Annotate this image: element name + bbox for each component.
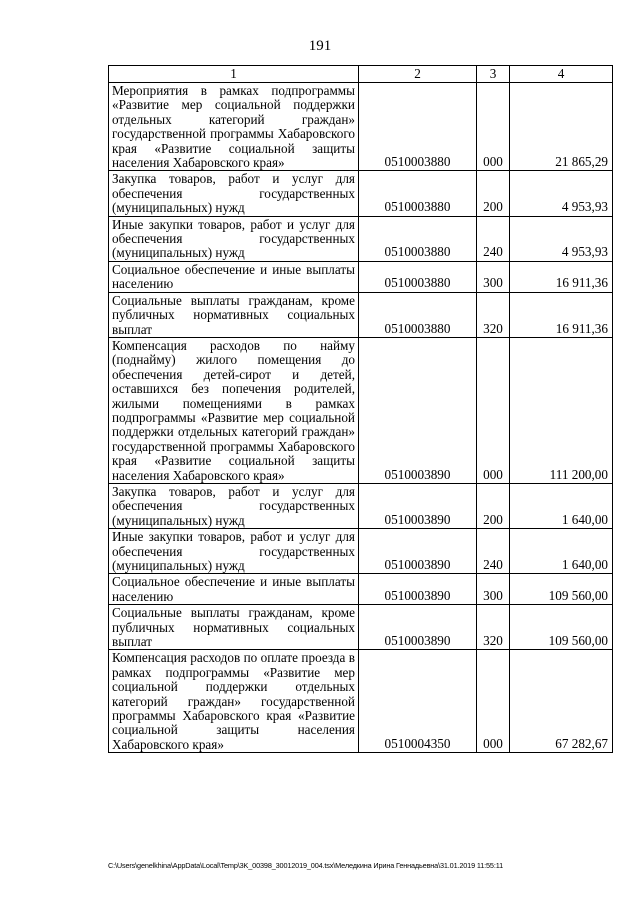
row-target-code: 0510003880 — [359, 171, 477, 216]
table-row — [109, 529, 613, 574]
table-row — [109, 216, 613, 261]
row-description: Компенсация расходов по найму (поднайму) жилого помещения до обеспечения детей-сирот и детей, оставшихся без попечения родителей, жилыми помещениями в рамках подпрограммы «Развитие мер социальной поддержки отдельных категорий граждан» государственной программы Хабаровского края «Развитие социальной защиты населения Хабаровского края» — [109, 337, 359, 483]
table-row — [109, 650, 613, 753]
table-row — [109, 171, 613, 216]
row-target-code: 0510003890 — [359, 574, 477, 605]
row-amount: 109 560,00 — [510, 605, 613, 650]
table-row — [109, 337, 613, 483]
page-number: 191 — [308, 38, 332, 54]
row-target-code: 0510003880 — [359, 292, 477, 337]
row-target-code: 0510003880 — [359, 261, 477, 292]
header-col-2: 2 — [359, 66, 477, 83]
file-path-footer: C:\Users\genelkhina\AppData\Local\Temp\3K_00398_30012019_004.tsx\Меледкина Ирина Геннадьевна\31.01.2019 11:55:11 — [108, 861, 503, 870]
row-expense-type: 320 — [477, 292, 510, 337]
header-col-4: 4 — [510, 66, 613, 83]
row-amount: 4 953,93 — [510, 171, 613, 216]
row-amount: 109 560,00 — [510, 574, 613, 605]
table-row — [109, 574, 613, 605]
header-row — [109, 66, 613, 83]
table-row — [109, 292, 613, 337]
row-expense-type: 000 — [477, 83, 510, 171]
row-amount: 16 911,36 — [510, 292, 613, 337]
header-col-1: 1 — [109, 66, 359, 83]
row-expense-type: 240 — [477, 216, 510, 261]
row-amount: 67 282,67 — [510, 650, 613, 753]
row-description: Социальное обеспечение и иные выплаты населению — [109, 261, 359, 292]
row-amount: 4 953,93 — [510, 216, 613, 261]
row-target-code: 0510003890 — [359, 605, 477, 650]
row-amount: 16 911,36 — [510, 261, 613, 292]
row-target-code: 0510003880 — [359, 216, 477, 261]
table-row — [109, 605, 613, 650]
row-description: Закупка товаров, работ и услуг для обеспечения государственных (муниципальных) нужд — [109, 483, 359, 528]
row-description: Иные закупки товаров, работ и услуг для обеспечения государственных (муниципальных) нужд — [109, 529, 359, 574]
row-expense-type: 000 — [477, 650, 510, 753]
row-amount: 1 640,00 — [510, 483, 613, 528]
row-expense-type: 240 — [477, 529, 510, 574]
budget-table — [108, 65, 613, 753]
row-expense-type: 320 — [477, 605, 510, 650]
row-expense-type: 000 — [477, 337, 510, 483]
row-target-code: 0510003890 — [359, 483, 477, 528]
row-expense-type: 200 — [477, 171, 510, 216]
table-row — [109, 261, 613, 292]
row-amount: 1 640,00 — [510, 529, 613, 574]
row-target-code: 0510003890 — [359, 337, 477, 483]
row-description: Закупка товаров, работ и услуг для обеспечения государственных (муниципальных) нужд — [109, 171, 359, 216]
row-description: Иные закупки товаров, работ и услуг для обеспечения государственных (муниципальных) нужд — [109, 216, 359, 261]
header-col-3: 3 — [477, 66, 510, 83]
row-description: Социальные выплаты гражданам, кроме публичных нормативных социальных выплат — [109, 605, 359, 650]
row-description: Социальные выплаты гражданам, кроме публичных нормативных социальных выплат — [109, 292, 359, 337]
row-description: Мероприятия в рамках подпрограммы «Развитие мер социальной поддержки отдельных категорий граждан» государственной программы Хабаровского края «Развитие социальной защиты населения Хабаровского края» — [109, 83, 359, 171]
row-target-code: 0510004350 — [359, 650, 477, 753]
row-description: Компенсация расходов по оплате проезда в рамках подпрограммы «Развитие мер социальной поддержки отдельных категорий граждан» государственной программы Хабаровского края «Развитие социальной защиты населения Хабаровского края» — [109, 650, 359, 753]
table-row — [109, 483, 613, 528]
row-amount: 111 200,00 — [510, 337, 613, 483]
row-amount: 21 865,29 — [510, 83, 613, 171]
row-description: Социальное обеспечение и иные выплаты населению — [109, 574, 359, 605]
row-expense-type: 300 — [477, 261, 510, 292]
row-expense-type: 200 — [477, 483, 510, 528]
table-row — [109, 83, 613, 171]
row-target-code: 0510003880 — [359, 83, 477, 171]
row-expense-type: 300 — [477, 574, 510, 605]
row-target-code: 0510003890 — [359, 529, 477, 574]
